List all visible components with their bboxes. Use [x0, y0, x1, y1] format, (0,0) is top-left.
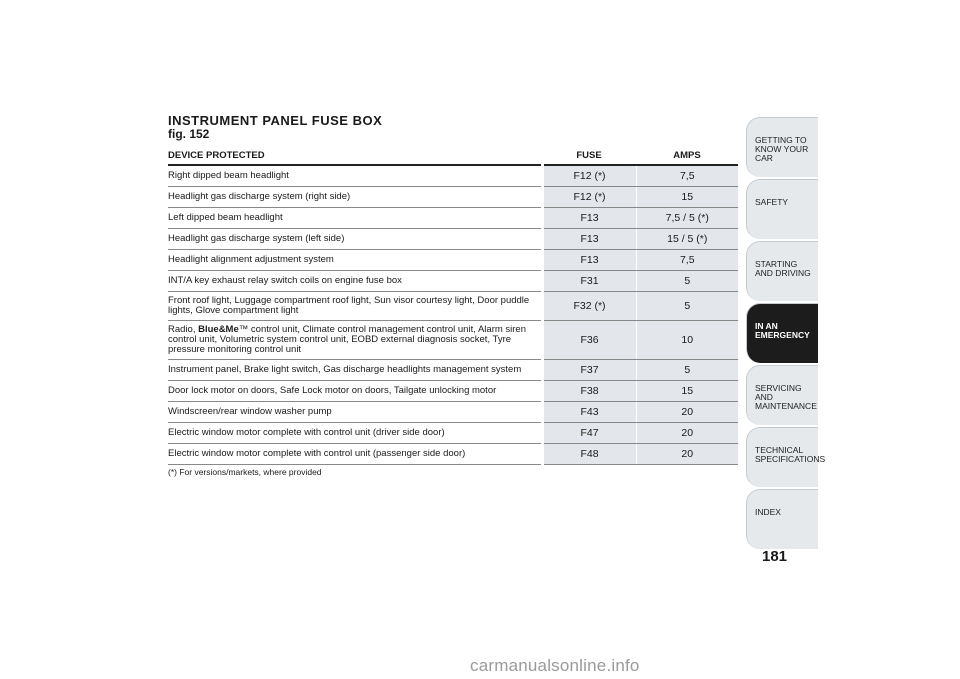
- device-cell: Left dipped beam headlight: [168, 208, 542, 229]
- table-row: [168, 165, 738, 187]
- watermark: carmanualsonline.info: [470, 656, 640, 675]
- table-row: [168, 321, 738, 360]
- table-row: [168, 250, 738, 271]
- figure-reference: fig. 152: [168, 127, 210, 141]
- device-cell: Front roof light, Luggage compartment roof light, Sun visor courtesy light, Door puddle lights, Glove compartment light: [168, 292, 542, 321]
- device-cell: [168, 321, 542, 360]
- tab-index[interactable]: INDEX: [746, 489, 818, 549]
- table-row: [168, 187, 738, 208]
- amps-cell: 20: [636, 444, 738, 465]
- fuse-cell: F43: [542, 402, 636, 423]
- tab-technical-specifications[interactable]: TECHNICAL SPECIFICATIONS: [746, 427, 818, 487]
- amps-cell: 7,5: [636, 250, 738, 271]
- tab-servicing-and-maintenance[interactable]: SERVICING AND MAINTENANCE: [746, 365, 818, 425]
- fuse-cell: F37: [542, 360, 636, 381]
- device-cell: Electric window motor complete with control unit (driver side door): [168, 423, 542, 444]
- fuse-cell: F32 (*): [542, 292, 636, 321]
- table-row: [168, 292, 738, 321]
- amps-cell: 20: [636, 423, 738, 444]
- table-row: [168, 444, 738, 465]
- page-number: 181: [762, 548, 788, 565]
- device-text-suffix: ™ control unit, Climate control management control unit, Alarm siren control unit, Volumetric system control unit, EOBD external diagnosis socket, Tyre pressure monitoring control unit: [168, 324, 527, 355]
- table-row: [168, 360, 738, 381]
- section-title: INSTRUMENT PANEL FUSE BOX: [168, 113, 383, 128]
- tab-in-an-emergency[interactable]: IN AN EMERGENCY: [746, 303, 818, 363]
- fuse-box-section: [168, 114, 738, 477]
- table-row: [168, 381, 738, 402]
- header-fuse: FUSE: [542, 149, 636, 165]
- tab-starting-and-driving[interactable]: STARTING AND DRIVING: [746, 241, 818, 301]
- footnote: (*) For versions/markets, where provided: [168, 467, 322, 477]
- device-cell: Door lock motor on doors, Safe Lock motor on doors, Tailgate unlocking motor: [168, 381, 542, 402]
- fuse-cell: F36: [542, 321, 636, 360]
- table-row: [168, 271, 738, 292]
- amps-cell: 15: [636, 381, 738, 402]
- brand-name: Blue&Me: [198, 324, 239, 335]
- device-cell: Headlight gas discharge system (right side): [168, 187, 542, 208]
- fuse-cell: F13: [542, 250, 636, 271]
- device-text-prefix: Radio,: [168, 324, 199, 335]
- amps-cell: 7,5: [636, 165, 738, 187]
- table-header-row: [168, 149, 738, 165]
- device-cell: INT/A key exhaust relay switch coils on engine fuse box: [168, 271, 542, 292]
- device-cell: Headlight alignment adjustment system: [168, 250, 542, 271]
- device-cell: Right dipped beam headlight: [168, 165, 542, 187]
- fuse-cell: F47: [542, 423, 636, 444]
- header-amps: AMPS: [636, 149, 738, 165]
- amps-cell: 7,5 / 5 (*): [636, 208, 738, 229]
- tab-safety[interactable]: SAFETY: [746, 179, 818, 239]
- table-row: [168, 402, 738, 423]
- fuse-cell: F12 (*): [542, 165, 636, 187]
- fuse-cell: F31: [542, 271, 636, 292]
- header-device: DEVICE PROTECTED: [168, 149, 542, 165]
- amps-cell: 20: [636, 402, 738, 423]
- fuse-cell: F13: [542, 229, 636, 250]
- fuse-cell: F48: [542, 444, 636, 465]
- fuse-cell: F38: [542, 381, 636, 402]
- amps-cell: 15: [636, 187, 738, 208]
- amps-cell: 5: [636, 360, 738, 381]
- device-cell: Electric window motor complete with control unit (passenger side door): [168, 444, 542, 465]
- amps-cell: 15 / 5 (*): [636, 229, 738, 250]
- device-cell: Windscreen/rear window washer pump: [168, 402, 542, 423]
- amps-cell: 5: [636, 292, 738, 321]
- table-row: [168, 423, 738, 444]
- fuse-cell: F12 (*): [542, 187, 636, 208]
- device-cell: Headlight gas discharge system (left side): [168, 229, 542, 250]
- chapter-tabs: [746, 117, 826, 551]
- table-row: [168, 229, 738, 250]
- device-cell: Instrument panel, Brake light switch, Gas discharge headlights management system: [168, 360, 542, 381]
- amps-cell: 5: [636, 271, 738, 292]
- amps-cell: 10: [636, 321, 738, 360]
- fuse-table: [168, 149, 738, 465]
- fuse-cell: F13: [542, 208, 636, 229]
- tab-getting-to-know-your-car[interactable]: GETTING TO KNOW YOUR CAR: [746, 117, 818, 177]
- table-row: [168, 208, 738, 229]
